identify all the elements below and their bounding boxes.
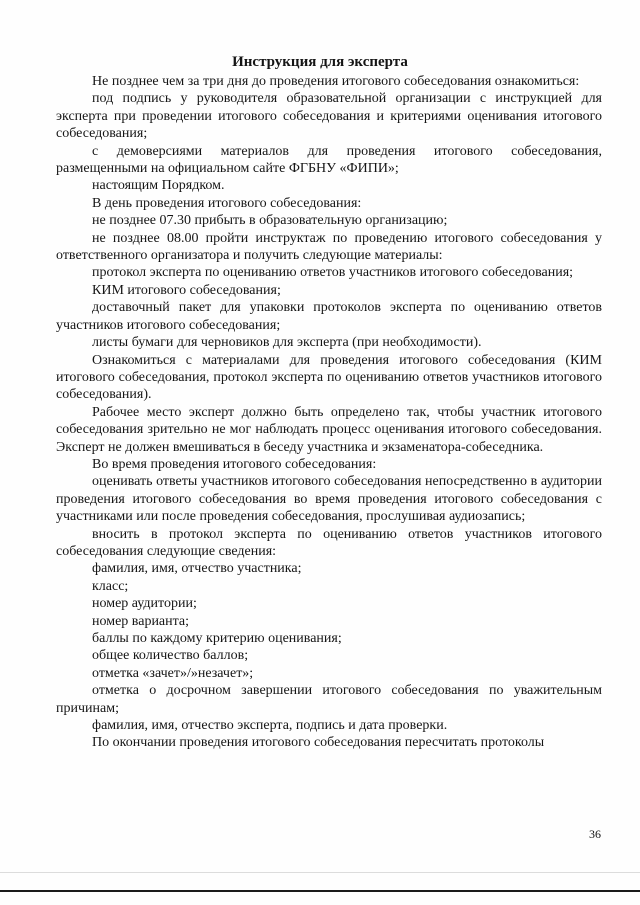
paragraph-delivery-package: доставочный пакет для упаковки протоколов эксперта по оцениванию ответов участников итогового собеседования; <box>56 300 602 333</box>
instruction-body <box>56 73 602 752</box>
paragraph-during-exam: Во время проведения итогового собеседования: <box>92 456 377 472</box>
list-item-criteria-scores: баллы по каждому критерию оценивания; <box>92 631 342 646</box>
list-item-room-number: номер аудитории; <box>92 596 197 612</box>
list-item-pass-mark: отметка «зачет»/»незачет»; <box>92 665 254 681</box>
paragraph-instruction-signature: под подпись у руководителя образовательной организации с инструкцией для эксперта при проведении итогового собеседования и критериями оценивания итогового собеседования; <box>56 91 602 142</box>
list-item-participant-name: фамилия, имя, отчество участника; <box>92 561 302 577</box>
list-item-early-completion: отметка о досрочном завершении итогового собеседования по уважительным причинам; <box>56 683 602 716</box>
list-item-total-score: общее количество баллов; <box>92 648 249 664</box>
list-item-variant-number: номер варианта; <box>92 613 190 629</box>
paragraph-kim: КИМ итогового собеседования; <box>92 282 281 298</box>
paragraph-briefing: не позднее 08.00 пройти инструктаж по проведению итогового собеседования у ответственного организатора и получить следующие материалы: <box>56 230 602 264</box>
paragraph-workplace: Рабочее место эксперт должно быть определено так, чтобы участник итогового собеседования зрительно не мог наблюдать процесс оценивания итогового собеседования. Эксперт не должен вмешиваться в беседу участника и экзаменатора-собеседника. <box>56 404 602 455</box>
paragraph-intro: Не позднее чем за три дня до проведения итогового собеседования ознакомиться: <box>92 74 580 89</box>
paragraph-procedure: настоящим Порядком. <box>92 178 225 194</box>
paragraph-review-materials: Ознакомиться с материалами для проведения итогового собеседования (КИМ итогового собеседования, протокол эксперта по оцениванию ответов участников итогового собеседования). <box>56 352 602 403</box>
paragraph-evaluate-answers: оценивать ответы участников итогового собеседования непосредственно в аудитории проведения итогового собеседования во время проведения итогового собеседования с участниками или после проведения собеседования, прослушивая аудиозапись; <box>56 474 602 525</box>
paragraph-arrival-time: не позднее 07.30 прибыть в образовательную организацию; <box>92 213 448 229</box>
list-item-class: класс; <box>92 578 129 594</box>
list-item-expert-signature: фамилия, имя, отчество эксперта, подпись и дата проверки. <box>92 718 448 734</box>
page-bottom-border <box>0 890 640 892</box>
scan-edge-line <box>0 872 640 873</box>
page-number: 36 <box>589 827 601 841</box>
document-title: Инструкция для эксперта <box>232 54 408 70</box>
paragraph-draft-sheets: листы бумаги для черновиков для эксперта (при необходимости). <box>92 335 482 351</box>
paragraph-enter-protocol: вносить в протокол эксперта по оцениванию ответов участников итогового собеседования следующие сведения: <box>56 526 602 559</box>
paragraph-demo-versions: с демоверсиями материалов для проведения итогового собеседования, размещенными на официальном сайте ФГБНУ «ФИПИ»; <box>56 143 602 177</box>
paragraph-after-exam: По окончании проведения итогового собеседования пересчитать протоколы <box>92 735 545 751</box>
paragraph-exam-day: В день проведения итогового собеседования: <box>92 195 362 211</box>
paragraph-protocol-material: протокол эксперта по оцениванию ответов участников итогового собеседования; <box>92 265 574 281</box>
